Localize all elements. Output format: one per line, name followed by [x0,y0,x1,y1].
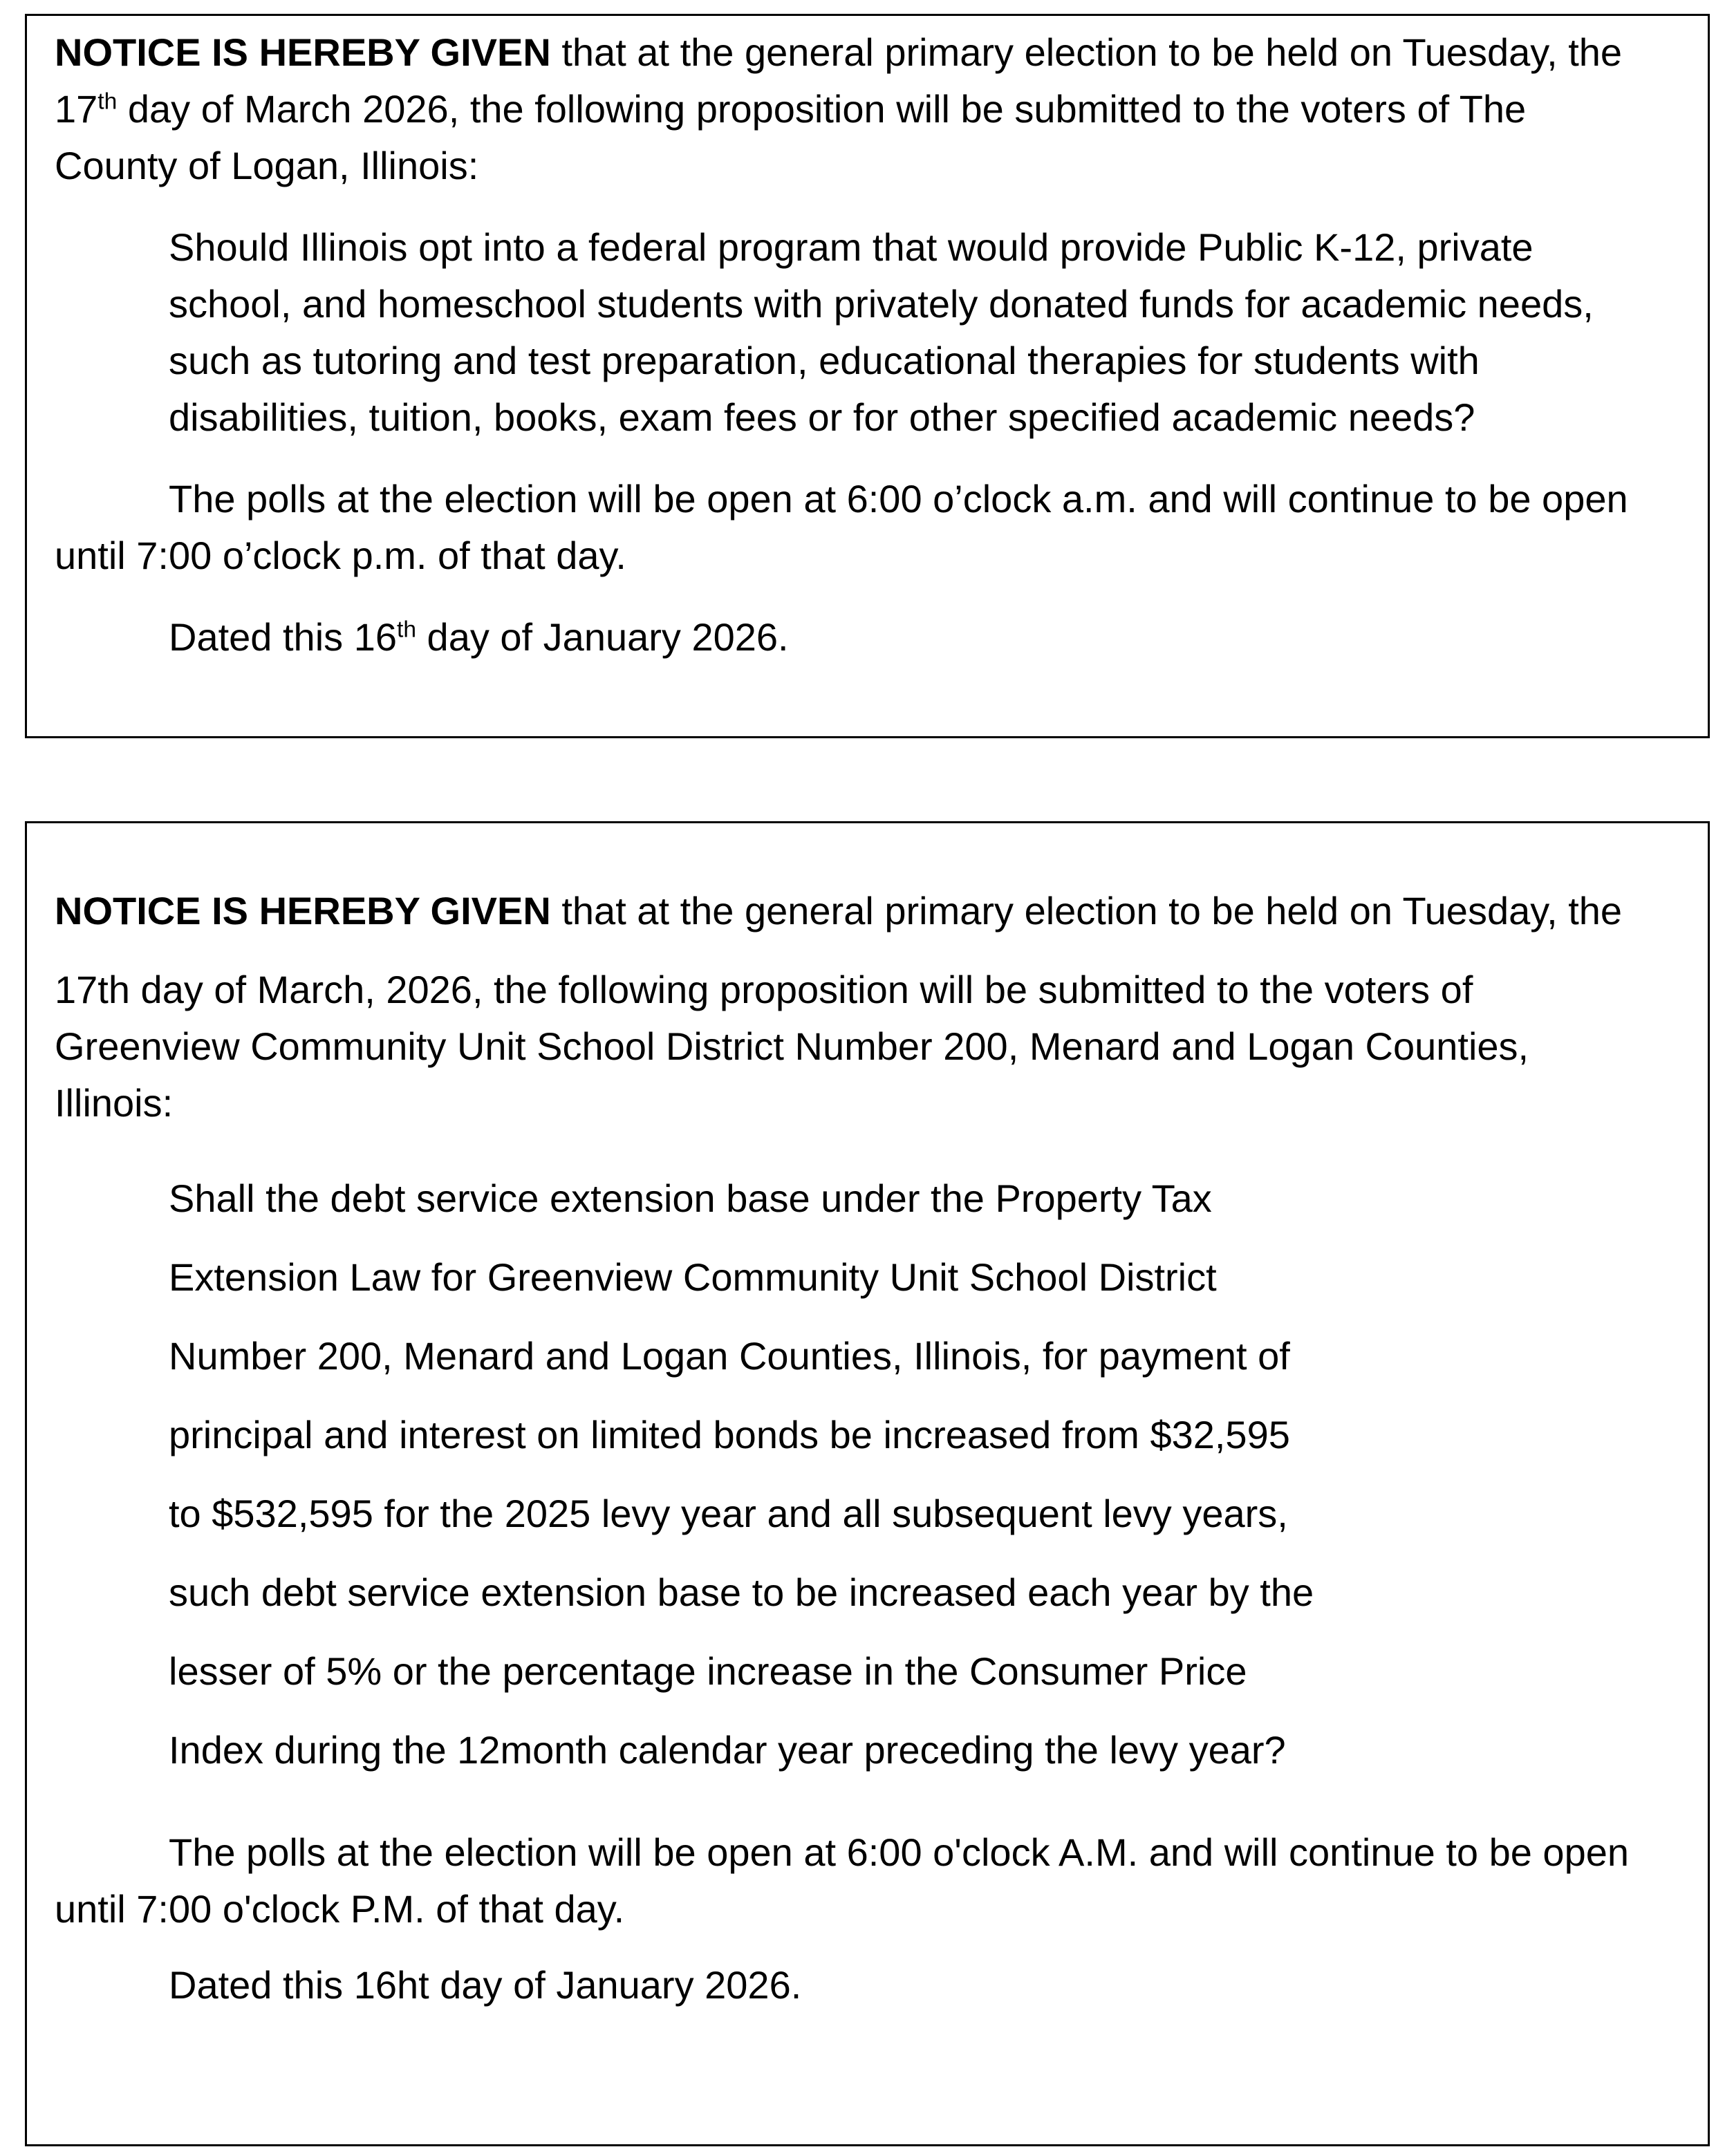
proposition-line-8: Index during the 12month calendar year preceding the levy year? [169,1728,1286,1772]
notice2-dated-line: Dated this 16ht day of January 2026. [169,1963,802,2007]
notice1-dated-line [55,609,1652,666]
notice2-continuation-paragraph: 17th day of March, 2026, the following proposition will be submitted to the voters of Greenview Community Unit School District Number 200, Menard and Logan Counties, Illinois: [55,968,1529,1125]
notice1-dated-ordinal-suffix: th [396,617,416,643]
proposition-line-7: lesser of 5% or the percentage increase in the Consumer Price [169,1649,1247,1693]
proposition-line-6: such debt service extension base to be increased each year by the [169,1571,1314,1614]
notice1-heading-phrase: NOTICE IS HEREBY GIVEN [55,30,551,74]
proposition-line-4: principal and interest on limited bonds be increased from $32,595 [169,1413,1290,1456]
notice2-heading-phrase: NOTICE IS HEREBY GIVEN [55,889,551,932]
notice1-dated-text-b: day of January 2026. [416,615,789,659]
notice2-opening-text: that at the general primary election to be held on Tuesday, the [550,889,1623,932]
proposition-line-3: Number 200, Menard and Logan Counties, Illinois, for payment of [169,1334,1290,1378]
notice1-ordinal-suffix: th [97,88,118,115]
notice2-proposition-block [169,1159,1652,1790]
notice-box-greenview-district [25,821,1710,2146]
notice1-opening-text-a: that at the general primary election to be held on Tuesday, the 17 [55,30,1623,131]
proposition-line-1: Shall the debt service extension base under the Property Tax [169,1177,1212,1220]
notice2-opening-paragraph [55,883,1652,939]
proposition-line-5: to $532,595 for the 2025 levy year and all subsequent levy years, [169,1492,1288,1535]
proposition-line-2: Extension Law for Greenview Community Unit School District [169,1255,1217,1299]
notice1-proposition-paragraph: Should Illinois opt into a federal program that would provide Public K-12, private school, and homeschool students with privately donated funds for academic needs, such as tutoring and test preparation, educational therapies for students with disabilities, tuition, books, exam fees or for other specified academic needs? [169,225,1594,439]
notice1-polls-hours-paragraph: The polls at the election will be open at 6:00 o’clock a.m. and will continue to be open until 7:00 o’clock p.m. of that day. [55,477,1628,577]
notice1-opening-text-b: day of March 2026, the following proposition will be submitted to the voters of The County of Logan, Illinois: [55,87,1527,187]
notice2-polls-hours-paragraph: The polls at the election will be open at 6:00 o'clock A.M. and will continue to be open until 7:00 o'clock P.M. of that day. [55,1830,1630,1931]
notice1-dated-text-a: Dated this 16 [169,615,397,659]
notice-box-logan-county [25,14,1710,738]
notice1-opening-paragraph [55,24,1652,194]
